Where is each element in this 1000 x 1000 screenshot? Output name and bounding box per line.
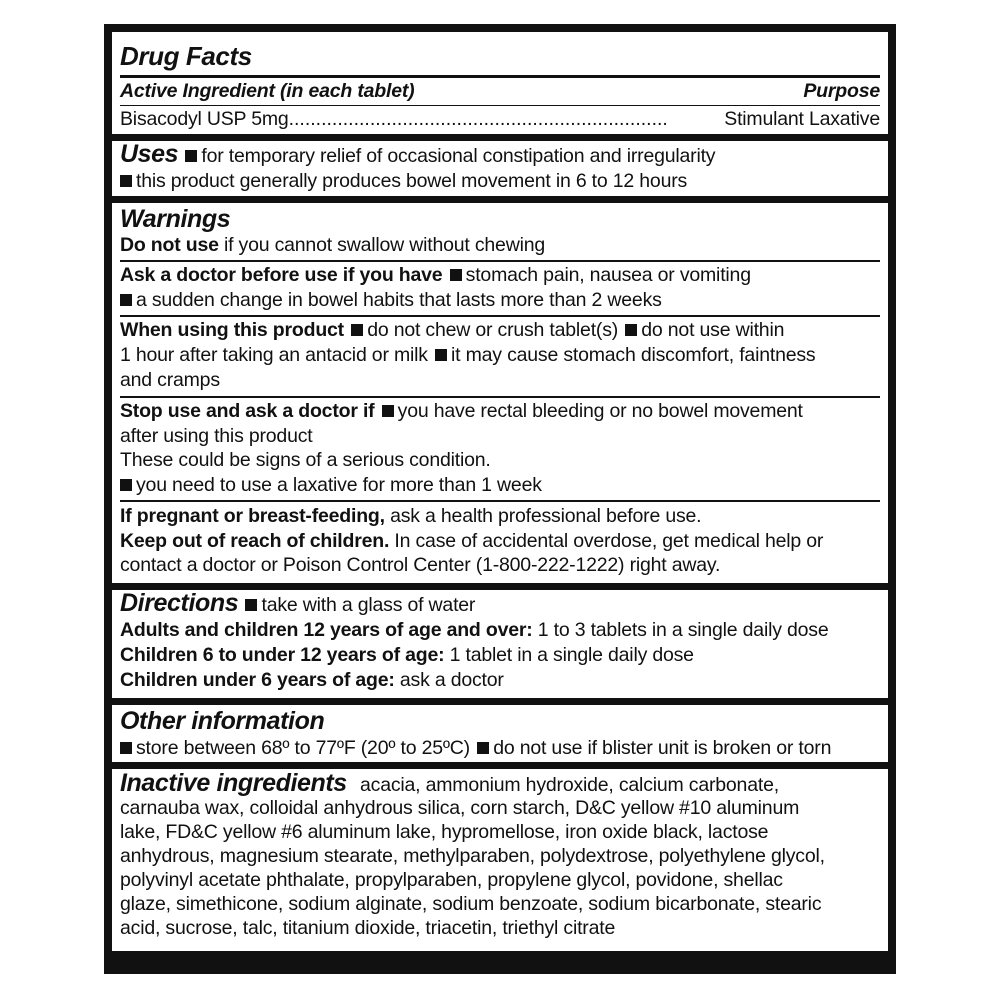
ask-doctor-label: Ask a doctor before use if you have [120,264,443,286]
uses-section [112,141,888,196]
section-divider [120,500,880,502]
under6-text: ask a doctor [394,669,504,691]
bullet-square-icon [185,150,197,162]
inactive-line-7: acid, sucrose, talc, titanium dioxide, triacetin, triethyl citrate [120,917,616,939]
inactive-line-5: polyvinyl acetate phthalate, propylparaben, propylene glycol, povidone, shellac [120,869,783,891]
bullet-square-icon [120,294,132,306]
pregnant-text: ask a health professional before use. [384,505,702,527]
stop-use-item-2: you need to use a laxative for more than 1 week [136,474,542,496]
ask-doctor-row-1 [120,263,880,287]
uses-item-1: for temporary relief of occasional constipation and irregularity [201,145,716,167]
stop-use-note: These could be signs of a serious condition. [120,449,491,471]
inactive-line-6: glaze, simethicone, sodium alginate, sodium benzoate, sodium bicarbonate, stearic [120,893,822,915]
stop-use-item-1b: after using this product [120,425,313,447]
section-divider [120,396,880,398]
when-using-row-1 [120,318,880,342]
bullet-square-icon [382,405,394,417]
directions-item-1: take with a glass of water [261,594,476,616]
stop-use-row-2 [120,473,880,497]
other-information-section [112,705,888,762]
warnings-section [112,203,888,583]
under6-label: Children under 6 years of age: [120,669,395,691]
inactive-line-1: acacia, ammonium hydroxide, calcium carbonate, [360,774,779,796]
other-information-row [120,736,880,760]
bullet-square-icon [351,324,363,336]
other-item-1: store between 68º to 77ºF (20º to 25ºC) [136,737,470,759]
ingredient-row [120,107,880,131]
when-using-row-2 [120,343,880,367]
drug-facts-panel [104,24,896,974]
inactive-row-1 [120,771,880,797]
inactive-line-3: lake, FD&C yellow #6 aluminum lake, hypromellose, iron oxide black, lactose [120,821,769,843]
active-ingredient-section [112,32,888,134]
stop-use-label: Stop use and ask a doctor if [120,400,375,422]
keep-out-label: Keep out of reach of children. [120,530,390,552]
when-using-label: When using this product [120,319,344,341]
inactive-ingredients-section [112,769,888,951]
bullet-square-icon [120,479,132,491]
active-ingredient-header-row [120,79,880,103]
children-label: Children 6 to under 12 years of age: [120,644,445,666]
do-not-use-text: if you cannot swallow without chewing [218,234,545,256]
adults-text: 1 to 3 tablets in a single daily dose [532,619,829,641]
bullet-square-icon [625,324,637,336]
keep-out-row-1 [120,529,880,553]
ingredient-purpose: Stimulant Laxative [724,108,880,130]
when-using-row-3: and cramps [120,369,220,391]
inactive-heading: Inactive ingredients [120,769,347,797]
other-information-heading: Other information [120,707,325,735]
section-divider [120,315,880,317]
do-not-use-label: Do not use [120,234,219,256]
warnings-heading: Warnings [120,205,231,233]
bullet-square-icon [435,349,447,361]
ingredient-name: Bisacodyl USP 5mg [120,108,289,130]
when-using-item-3a: it may cause stomach discomfort, faintness [451,344,816,366]
ingredient-rule [120,105,880,106]
stop-use-item-1a: you have rectal bleeding or no bowel movement [397,400,803,422]
directions-under6-row [120,668,880,692]
keep-out-text-a: In case of accidental overdose, get medical help or [389,530,824,552]
pregnant-label: If pregnant or breast-feeding, [120,505,385,527]
inactive-line-2: carnauba wax, colloidal anhydrous silica, corn starch, D&C yellow #10 aluminum [120,797,800,819]
stop-use-row-1 [120,399,880,423]
bullet-square-icon [245,599,257,611]
uses-line-1 [120,142,880,168]
when-using-item-2b: 1 hour after taking an antacid or milk [120,344,428,366]
pregnant-row [120,504,880,528]
leader-dots: ...................................................................... [288,108,668,130]
title-rule [120,75,880,78]
active-ingredient-heading: Active Ingredient (in each tablet) [120,80,415,102]
adults-label: Adults and children 12 years of age and over: [120,619,533,641]
directions-row-1 [120,591,880,617]
inactive-line-4: anhydrous, magnesium stearate, methylparaben, polydextrose, polyethylene glycol, [120,845,825,867]
directions-section [112,590,888,698]
ask-doctor-row-2 [120,288,880,312]
purpose-heading: Purpose [803,80,880,102]
section-divider [120,260,880,262]
directions-children-row [120,643,880,667]
bullet-square-icon [120,175,132,187]
do-not-use-row [120,233,880,257]
uses-line-2 [120,169,880,193]
when-using-item-2a: do not use within [641,319,785,341]
directions-adults-row [120,618,880,642]
ask-doctor-item-2: a sudden change in bowel habits that lasts more than 2 weeks [136,289,662,311]
bullet-square-icon [120,742,132,754]
ask-doctor-item-1: stomach pain, nausea or vomiting [465,264,751,286]
other-item-2: do not use if blister unit is broken or torn [493,737,832,759]
uses-item-2: this product generally produces bowel movement in 6 to 12 hours [136,170,688,192]
uses-heading: Uses [120,140,179,168]
directions-heading: Directions [120,589,239,617]
keep-out-text-b: contact a doctor or Poison Control Center (1-800-222-1222) right away. [120,554,721,576]
bullet-square-icon [450,269,462,281]
drug-facts-title: Drug Facts [120,41,252,71]
bullet-square-icon [477,742,489,754]
when-using-item-1: do not chew or crush tablet(s) [367,319,619,341]
children-text: 1 tablet in a single daily dose [444,644,694,666]
